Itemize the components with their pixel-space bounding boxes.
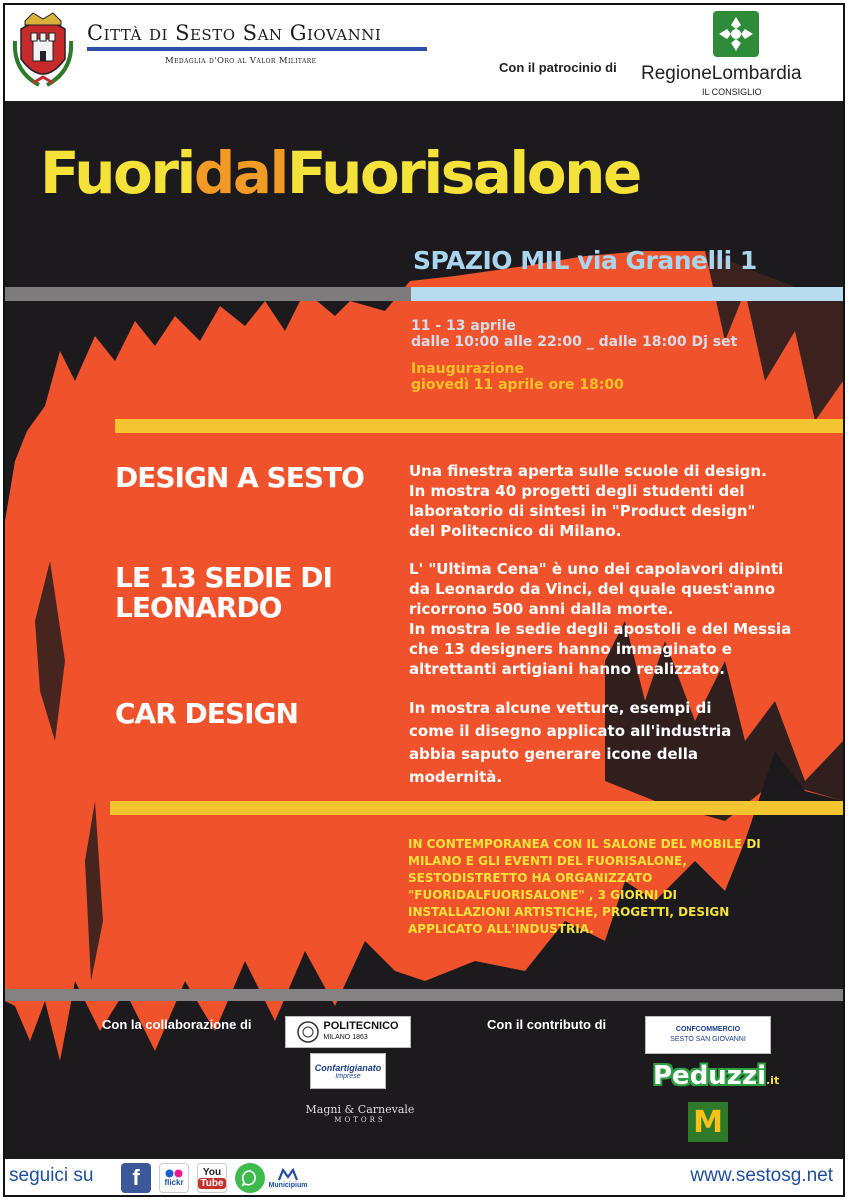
notice-line: "FUORIDALFUORISALONE" , 3 GIORNI DI (408, 888, 677, 902)
youtube-icon[interactable] (197, 1163, 227, 1193)
region-subtitle: IL CONSIGLIO (702, 87, 762, 97)
section-text-line: In mostra le sedie degli apostoli e del Messia (409, 620, 792, 638)
title-part-dal: dal (193, 139, 287, 207)
peduzzi-logo (653, 1061, 780, 1101)
divider-yellow-bottom (110, 801, 843, 815)
dates-line-2: dalle 10:00 alle 22:00 _ dalle 18:00 Dj set (411, 334, 738, 350)
mcdonalds-logo: M (688, 1102, 728, 1142)
confcommercio-logo (645, 1016, 771, 1054)
confartigianato-sub: Imprese (335, 1072, 361, 1080)
flickr-icon[interactable] (159, 1163, 189, 1193)
section-text-line: In mostra 40 progetti degli studenti del (409, 482, 745, 500)
section-title-design-a-sesto (115, 463, 364, 493)
header (5, 5, 843, 101)
section-text-line: abbia saputo generare icone della (409, 745, 699, 763)
section-text-line: altrettanti artigiani hanno realizzato. (409, 660, 725, 678)
youtube-label-1: You (202, 1167, 222, 1178)
poster-title (40, 139, 640, 207)
inauguration (411, 361, 624, 393)
dates-line-1: 11 - 13 aprile (411, 318, 516, 334)
notice-line: INSTALLAZIONI ARTISTICHE, PROGETTI, DESIGN (408, 905, 730, 919)
youtube-label-2: Tube (200, 1178, 224, 1189)
politecnico-name: POLITECNICO (323, 1020, 399, 1032)
patrocinio-label: Con il patrocinio di (499, 60, 617, 75)
politecnico-sub: MILANO 1863 (323, 1034, 368, 1041)
facebook-icon[interactable]: f (121, 1163, 151, 1193)
section-text-13-sedie (409, 559, 791, 679)
politecnico-seal-icon (297, 1021, 319, 1043)
municipium-icon[interactable] (268, 1163, 308, 1193)
website-link[interactable]: www.sestosg.net (690, 1165, 833, 1186)
confartigianato-logo (310, 1053, 386, 1089)
region-name: RegioneLombardia (641, 63, 802, 84)
magni-carnevale-logo (295, 1103, 425, 1124)
follow-us-label: seguici su (9, 1165, 94, 1186)
poster-body (5, 101, 843, 1159)
section-title-car-design (115, 699, 298, 729)
title-part-fuorisalone: Fuorisalone (286, 139, 640, 207)
divider-yellow-top (115, 419, 843, 433)
section-text-line: che 13 designers hanno immaginato e (409, 640, 732, 658)
divider-grey-bottom (5, 989, 843, 1001)
peduzzi-name: Peduzzi (653, 1061, 766, 1091)
confcommercio-name: CONFCOMMERCIO (675, 1026, 741, 1033)
section-title-line: LE 13 SEDIE DI (115, 561, 332, 594)
footer (5, 1159, 843, 1195)
event-dates (411, 318, 737, 350)
municipium-label: Municipium (268, 1181, 308, 1189)
section-text-line: modernità. (409, 768, 503, 786)
section-text-design-a-sesto (409, 461, 767, 541)
section-text-line: In mostra alcune vetture, esempi di (409, 699, 712, 717)
section-text-line: L' "Ultima Cena" è uno dei capolavori dipinti (409, 560, 784, 578)
city-name-rule (87, 47, 427, 51)
divider-grey (5, 287, 411, 301)
section-text-line: del Politecnico di Milano. (409, 522, 622, 540)
confcommercio-sub: SESTO SAN GIOVANNI (670, 1036, 746, 1043)
confartigianato-name: Confartigianato (314, 1062, 382, 1073)
notice-line: APPLICATO ALL'INDUSTRIA. (408, 922, 594, 936)
section-title-line: LEONARDO (115, 591, 282, 624)
contemporanea-notice (408, 836, 761, 938)
section-text-line: Una finestra aperta sulle scuole di design. (409, 462, 767, 480)
section-text-line: da Leonardo da Vinci, del quale quest'anno (409, 580, 776, 598)
section-title-line: CAR DESIGN (115, 697, 298, 730)
venue-address: SPAZIO MIL via Granelli 1 (413, 246, 757, 275)
notice-line: SESTODISTRETTO HA ORGANIZZATO (408, 871, 653, 885)
title-part-fuori: Fuori (40, 139, 194, 207)
contribution-label: Con il contributo di (487, 1017, 607, 1032)
magni-sub: MOTORS (334, 1116, 386, 1124)
section-title-13-sedie (115, 563, 332, 623)
divider-blue (411, 287, 843, 301)
flickr-label: flickr (164, 1178, 184, 1187)
notice-line: MILANO E GLI EVENTI DEL FUORISALONE, (408, 854, 687, 868)
section-title-line: DESIGN A SESTO (115, 461, 364, 494)
section-text-line: come il disegno applicato all'industria (409, 722, 732, 740)
magni-name: Magni & Carnevale (305, 1103, 415, 1116)
city-crest-icon (11, 11, 75, 91)
section-text-line: laboratorio di sintesi in "Product design" (409, 502, 756, 520)
city-subtitle: Medaglia d'Oro al Valor Militare (165, 56, 317, 66)
whatsapp-icon[interactable] (235, 1163, 265, 1193)
regione-lombardia-logo-icon (713, 11, 759, 57)
section-text-line: ricorrono 500 anni dalla morte. (409, 600, 674, 618)
inauguration-line-2: giovedì 11 aprile ore 18:00 (411, 377, 624, 393)
peduzzi-tld: .it (766, 1074, 780, 1087)
city-name: Città di Sesto San Giovanni (87, 21, 382, 45)
notice-line: IN CONTEMPORANEA CON IL SALONE DEL MOBILE DI (408, 837, 761, 851)
collaboration-label: Con la collaborazione di (102, 1017, 252, 1032)
politecnico-logo (285, 1016, 411, 1048)
section-text-car-design (409, 697, 731, 789)
inauguration-line-1: Inaugurazione (411, 361, 524, 377)
